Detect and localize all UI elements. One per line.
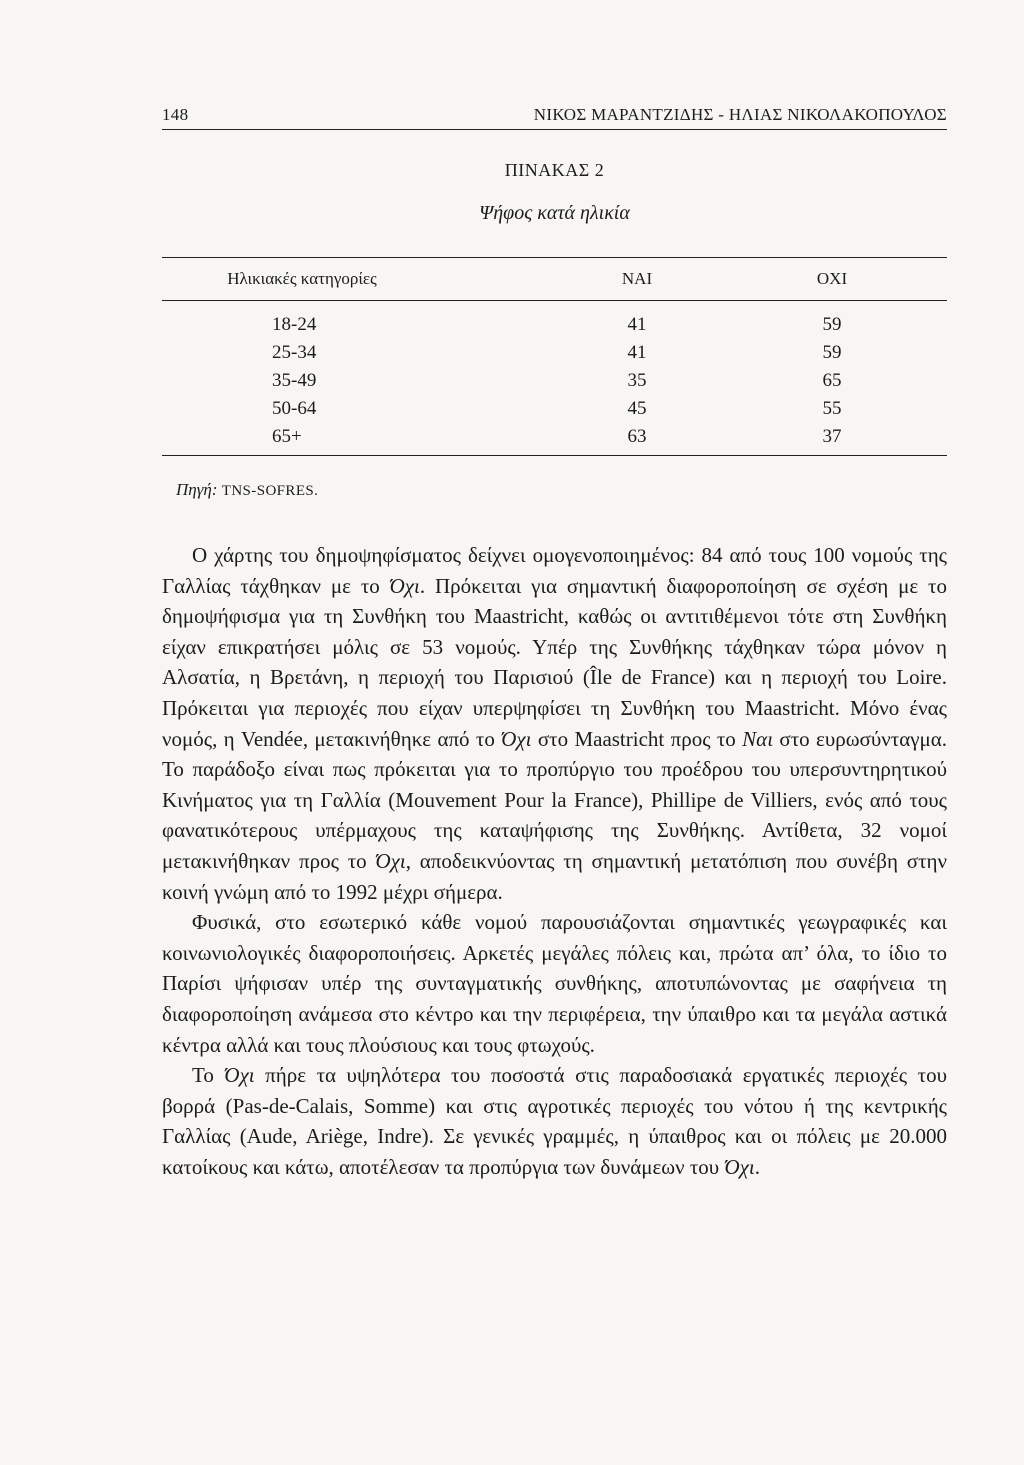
emphasis-oxi: Όχι [501, 726, 532, 751]
text-run: Ο χάρτης του δημοψηφίσματος δείχνει ομογενοποιημένος: 84 από τους 100 νομούς της Γαλλίας τάχθηκαν με το [162, 543, 947, 598]
emphasis-nai: Ναι [742, 726, 774, 751]
table-row [162, 367, 947, 395]
age-cell: 65+ [272, 426, 302, 447]
table-row [162, 395, 947, 423]
no-cell: 65 [822, 370, 842, 391]
paragraph-1 [162, 540, 947, 907]
source-value: TNS-SOFRES. [221, 483, 319, 499]
age-cell: 18-24 [272, 314, 317, 335]
no-cell: 37 [822, 426, 842, 447]
text-run: , αποδεικνύοντας τη σημαντική μετατόπιση που συνέβη στην κοινή γνώμη από το 1992 μέχρι σήμερα. [162, 848, 947, 904]
table-body [162, 301, 947, 455]
text-run: στο ευρωσύνταγμα. Το παράδοξο είναι πως πρόκειται για το προπύργιο του προέδρου του υπερσυντηρητικού Κινήματος για τη Γαλλία (Mouvement Pour la France), Phillipe de Villiers, ενός από τους φανατικότερους υπέρμαχους της καταψήφισης της Συνθήκης. Αντίθετα, 32 νομοί μετακινήθηκαν προς το [162, 726, 947, 873]
column-header-yes: ΝΑΙ [621, 269, 653, 288]
table-row [162, 339, 947, 367]
text-run: . Πρόκειται για σημαντική διαφοροποίηση σε σχέση με το δημοψήφισμα για τη Συνθήκη του Maastricht, καθώς οι αντιτιθέμενοι τότε στη Συνθήκη είχαν επικρατήσει μόλις σε 53 νομούς. Υπέρ της Συνθήκης τάχθηκαν τώρα μόνον η Αλσατία, η Βρετάνη, η περιοχή του Παρισιού (Île de France) και η περιοχή του Loire. Πρόκειται για περιοχές που είχαν υπερψηφίσει τη Συνθήκη του Maastricht. Μόνο ένας νομός, η Vendée, μετακινήθηκε από το [162, 573, 947, 751]
text-run: στο Maastricht προς το [531, 726, 743, 751]
no-cell: 59 [822, 342, 842, 363]
yes-cell: 45 [627, 398, 647, 419]
table-header-row [162, 258, 947, 301]
column-header-age: Ηλικιακές κατηγορίες [227, 269, 377, 288]
text-run: πήρε τα υψηλότερα του ποσοστά στις παραδοσιακά εργατικές περιοχές του βορρά (Pas-de-Calais, Somme) και στις αγροτικές περιοχές του νότου ή της κεντρικής Γαλλίας (Aude, Ariège, Indre). Σε γενικές γραμμές, η ύπαιθρος και οι πόλεις με 20.000 κατοίκους και κάτω, αποτέλεσαν τα προπύργια των δυνάμεων του [162, 1063, 947, 1179]
paragraph-2: Φυσικά, στο εσωτερικό κάθε νομού παρουσιάζονται σημαντικές γεωγραφικές και κοινωνιολογικές διαφοροποιήσεις. Αρκετές μεγάλες πόλεις και, πρώτα απ’ όλα, το ίδιο το Παρίσι ψήφισαν υπέρ της συνταγματικής συνθήκης, αποτυπώνοντας με σαφήνεια τη διαφοροποίηση ανάμεσα στο κέντρο και την περιφέρεια, την ύπαιθρο και τα μεγάλα αστικά κέντρα αλλά και τους πλούσιους και τους φτωχούς. [162, 910, 947, 1057]
yes-cell: 35 [627, 370, 647, 391]
page-number: 148 [162, 105, 189, 124]
table-row [162, 423, 947, 451]
emphasis-oxi: Όχι [224, 1063, 255, 1088]
paragraph-3 [162, 1060, 947, 1182]
emphasis-oxi: Όχι [375, 848, 406, 873]
table-row [162, 311, 947, 339]
table-source [176, 480, 318, 500]
no-cell: 59 [822, 314, 842, 335]
yes-cell: 41 [627, 342, 647, 363]
source-label: Πηγή: [176, 480, 218, 499]
text-run: Το [192, 1063, 225, 1088]
yes-cell: 41 [627, 314, 647, 335]
text-run: . [754, 1154, 760, 1179]
body-text [162, 540, 947, 1182]
column-header-no: ΟΧΙ [816, 269, 848, 288]
table-number: ΠΙΝΑΚΑΣ 2 [504, 160, 605, 180]
table-caption: Ψήφος κατά ηλικία [479, 202, 630, 224]
running-header-authors: ΝΙΚΟΣ ΜΑΡΑΝΤΖΙΔΗΣ - ΗΛΙΑΣ ΝΙΚΟΛΑΚΟΠΟΥΛΟΣ [533, 105, 947, 124]
emphasis-oxi: Όχι [724, 1154, 755, 1179]
emphasis-oxi: Όχι [389, 573, 420, 598]
no-cell: 55 [822, 398, 842, 419]
age-cell: 50-64 [272, 398, 317, 419]
age-cell: 35-49 [272, 370, 317, 391]
yes-cell: 63 [627, 426, 647, 447]
vote-by-age-table [162, 257, 947, 456]
age-cell: 25-34 [272, 342, 317, 363]
running-header [162, 103, 947, 130]
